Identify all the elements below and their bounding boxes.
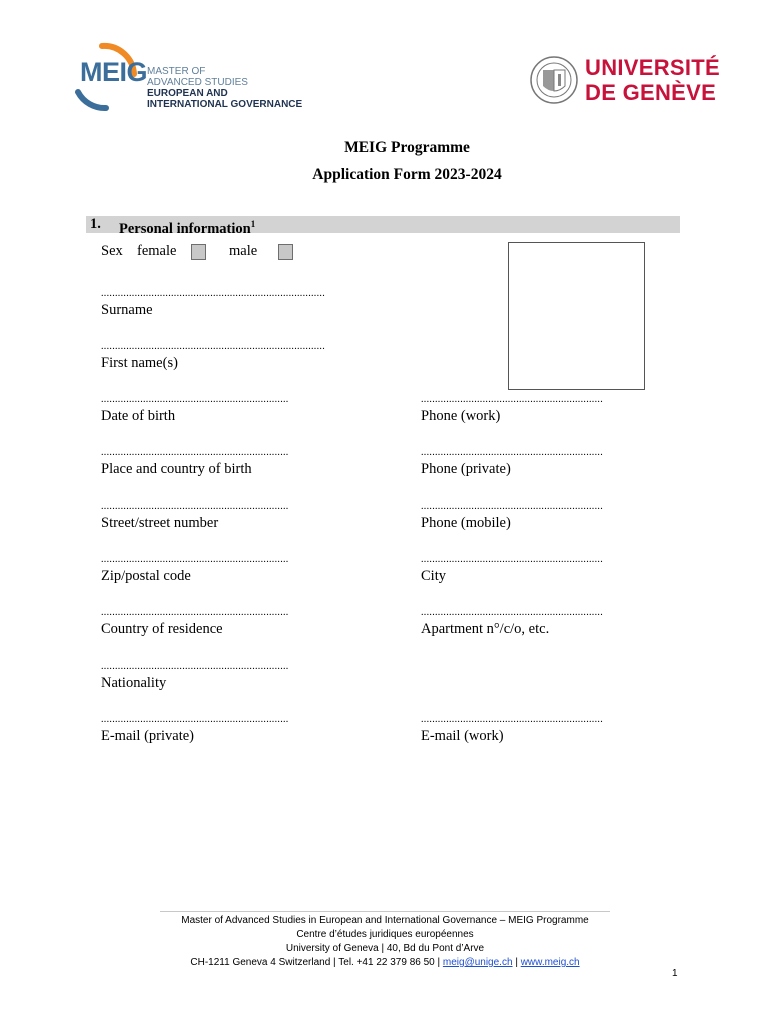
university-seal-icon [529,55,579,105]
first-names-label: First name(s) [101,355,178,371]
email-private-field[interactable] [101,714,289,745]
footer-line3: University of Geneva | 40, Bd du Pont d’Arve [285,943,485,954]
dotted-line: ................................................................................ [101,288,325,299]
dotted-line: ................................................................................ [101,341,325,352]
phone-private-label: Phone (private) [421,461,511,477]
meig-sub-line4: INTERNATIONAL GOVERNANCE [147,99,303,110]
date-of-birth-label: Date of birth [101,408,176,424]
footer-email-link[interactable]: meig@unige.ch [442,957,513,968]
dotted-line: ................................................................. [421,714,603,725]
male-label: male [229,243,258,259]
email-work-label: E-mail (work) [421,728,504,744]
footer-separator: | [515,957,518,968]
footer-website-link[interactable]: www.meig.ch [520,957,580,968]
dotted-line: ................................................................... [101,394,289,405]
meig-sub-line1: MASTER OF [147,66,206,77]
sex-label: Sex [101,243,123,259]
footer-divider [160,911,610,912]
form-title: Application Form 2023-2024 [312,166,502,183]
dotted-line: ................................................................... [101,447,289,458]
meig-subtitle [147,66,302,110]
dotted-line: ................................................................... [101,714,289,725]
place-of-birth-field[interactable] [101,447,289,478]
nationality-field[interactable] [101,661,289,692]
section-number: 1. [90,216,101,232]
apartment-label: Apartment n°/c/o, etc. [421,621,550,637]
university-name-line2: DE GENÈVE [585,80,717,105]
footer [0,914,770,970]
footer-line1: Master of Advanced Studies in European and International Governance – MEIG Programme [181,915,589,926]
meig-logo [66,40,316,115]
female-label: female [137,243,177,259]
dotted-line: ................................................................. [421,607,603,618]
footer-line4 [0,956,770,970]
surname-label: Surname [101,302,153,318]
dotted-line: ................................................................. [421,501,603,512]
section-heading [86,216,680,237]
dotted-line: ................................................................... [101,607,289,618]
date-of-birth-field[interactable] [101,394,289,425]
first-names-field[interactable] [101,341,325,372]
dotted-line: ................................................................... [101,661,289,672]
phone-mobile-field[interactable] [421,501,603,532]
meig-wordmark: MEIG [80,57,148,87]
apartment-field[interactable] [421,607,603,638]
phone-mobile-label: Phone (mobile) [421,515,511,531]
phone-work-label: Phone (work) [421,408,501,424]
dotted-line: ................................................................. [421,394,603,405]
university-name-line1: UNIVERSITÉ [585,55,721,80]
phone-work-field[interactable] [421,394,603,425]
photo-box[interactable] [508,242,645,390]
footer-line2: Centre d’études juridiques européennes [296,929,474,940]
section-title [119,216,255,238]
meig-sub-line2: ADVANCED STUDIES [147,77,248,88]
email-work-field[interactable] [421,714,603,745]
zip-field[interactable] [101,554,289,585]
dotted-line: ................................................................. [421,447,603,458]
programme-title: MEIG Programme [344,139,470,156]
meig-sub-line3: EUROPEAN AND [147,88,228,99]
zip-label: Zip/postal code [101,568,191,584]
nationality-label: Nationality [101,675,167,691]
dotted-line: ................................................................... [101,554,289,565]
street-label: Street/street number [101,515,219,531]
place-of-birth-label: Place and country of birth [101,461,252,477]
country-residence-field[interactable] [101,607,289,638]
city-field[interactable] [421,554,603,585]
dotted-line: ................................................................. [421,554,603,565]
dotted-line: ................................................................... [101,501,289,512]
surname-field[interactable] [101,288,325,319]
section-title-text: Personal information [119,220,251,237]
footnote-mark: 1 [250,219,256,229]
street-field[interactable] [101,501,289,532]
email-private-label: E-mail (private) [101,728,194,744]
male-checkbox[interactable] [278,244,293,260]
university-name [585,55,720,105]
city-label: City [421,568,446,584]
country-residence-label: Country of residence [101,621,223,637]
female-checkbox[interactable] [191,244,206,260]
phone-private-field[interactable] [421,447,603,478]
page-number: 1 [672,968,678,979]
footer-address: CH-1211 Geneva 4 Switzerland | Tel. +41 22 379 86 50 | [190,957,441,968]
